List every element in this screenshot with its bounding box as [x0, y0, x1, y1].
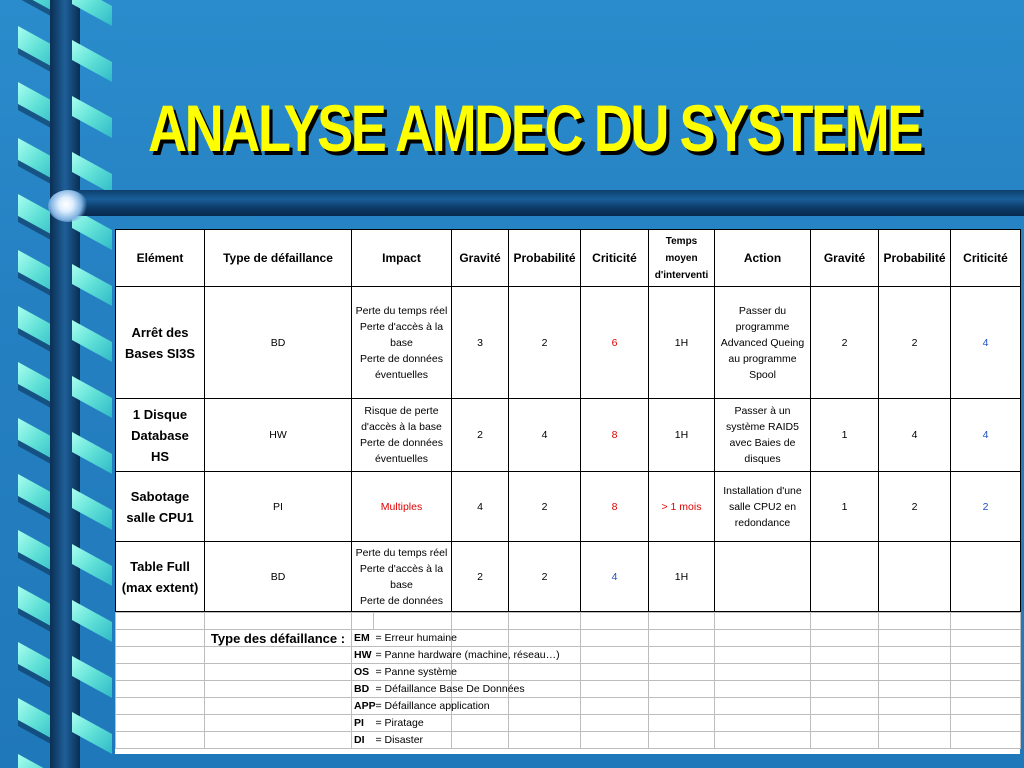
- header-severity-after: Gravité: [811, 230, 879, 287]
- legend-empty-cell: [205, 647, 352, 664]
- legend-empty-cell: [811, 664, 879, 681]
- legend-empty-cell: [811, 698, 879, 715]
- legend-empty-cell: [649, 732, 715, 749]
- legend-empty-cell: [581, 664, 649, 681]
- legend-empty-cell: [879, 630, 951, 647]
- amdec-table: [115, 229, 1021, 612]
- criticality-after-cell: 4: [951, 287, 1021, 399]
- legend-description: = Piratage: [374, 715, 452, 732]
- table-row: [116, 399, 1021, 472]
- legend-empty-cell: [715, 681, 811, 698]
- legend-empty-cell: [116, 732, 205, 749]
- failure-type-cell: BD: [205, 542, 352, 612]
- legend-description: = Disaster: [374, 732, 452, 749]
- legend-empty-cell: [715, 715, 811, 732]
- probability-after-cell: [879, 542, 951, 612]
- legend-empty-cell: [581, 613, 649, 630]
- legend-empty-cell: [715, 698, 811, 715]
- severity-after-cell: 1: [811, 399, 879, 472]
- legend-code: HW: [352, 647, 374, 664]
- header-probability: Probabilité: [509, 230, 581, 287]
- divider-highlight-orb: [48, 190, 88, 222]
- header-probability-after: Probabilité: [879, 230, 951, 287]
- legend-empty-cell: [951, 732, 1021, 749]
- table-row: [116, 472, 1021, 542]
- legend-empty-cell: [951, 647, 1021, 664]
- probability-cell: 2: [509, 472, 581, 542]
- legend-empty-cell: [116, 613, 205, 630]
- legend-empty-cell: [452, 732, 509, 749]
- criticality-cell: 4: [581, 542, 649, 612]
- element-cell: Sabotage salle CPU1: [116, 472, 205, 542]
- legend-empty-cell: [811, 613, 879, 630]
- impact-cell: Perte du temps réel Perte d'accès à la base Perte de données: [352, 542, 452, 612]
- table-header-row: [116, 230, 1021, 287]
- legend-description: = Panne hardware (machine, réseau…): [374, 647, 452, 664]
- header-divider-bar: [60, 190, 1024, 216]
- probability-after-cell: 4: [879, 399, 951, 472]
- element-cell: Arrêt des Bases SI3S: [116, 287, 205, 399]
- legend-empty-cell: [811, 732, 879, 749]
- legend-empty-cell: [581, 715, 649, 732]
- legend-row: [116, 698, 1021, 715]
- legend-empty-cell: [879, 732, 951, 749]
- legend-table: [115, 612, 1021, 749]
- probability-cell: 2: [509, 287, 581, 399]
- legend-empty-cell: [811, 681, 879, 698]
- legend-empty-cell: [116, 698, 205, 715]
- legend-empty-cell: [649, 715, 715, 732]
- legend-row: [116, 647, 1021, 664]
- legend-empty-cell: [581, 698, 649, 715]
- impact-cell: Risque de perte d'accès à la base Perte de données éventuelles: [352, 399, 452, 472]
- legend-empty-cell: [649, 613, 715, 630]
- legend-description: = Défaillance Base De Données: [374, 681, 452, 698]
- impact-cell: Perte du temps réel Perte d'accès à la base Perte de données éventuelles: [352, 287, 452, 399]
- legend-empty-cell: [374, 613, 452, 630]
- legend-empty-cell: [715, 664, 811, 681]
- legend-empty-cell: [649, 681, 715, 698]
- severity-cell: 2: [452, 399, 509, 472]
- legend-empty-cell: [509, 715, 581, 732]
- mean-time-cell: 1H: [649, 287, 715, 399]
- action-cell: Installation d'une salle CPU2 en redondance: [715, 472, 811, 542]
- legend-empty-cell: [649, 664, 715, 681]
- legend-empty-cell: [205, 732, 352, 749]
- legend-empty-cell: [581, 732, 649, 749]
- legend-empty-cell: [715, 647, 811, 664]
- legend-code: APP: [352, 698, 374, 715]
- failure-type-cell: PI: [205, 472, 352, 542]
- header-criticality: Criticité: [581, 230, 649, 287]
- legend-empty-cell: [581, 647, 649, 664]
- legend-description: = Défaillance application: [374, 698, 452, 715]
- legend-empty-cell: [879, 647, 951, 664]
- legend-empty-cell: [452, 630, 509, 647]
- mean-time-cell: > 1 mois: [649, 472, 715, 542]
- legend-empty-cell: [879, 613, 951, 630]
- legend-empty-cell: [715, 732, 811, 749]
- legend-empty-cell: [581, 630, 649, 647]
- severity-after-cell: 2: [811, 287, 879, 399]
- legend-empty-cell: [205, 664, 352, 681]
- legend-empty-cell: [352, 613, 374, 630]
- criticality-after-cell: [951, 542, 1021, 612]
- legend-empty-cell: [879, 681, 951, 698]
- criticality-after-cell: 2: [951, 472, 1021, 542]
- legend-empty-cell: [116, 647, 205, 664]
- legend-empty-cell: [951, 698, 1021, 715]
- legend-row: [116, 732, 1021, 749]
- legend-empty-cell: [879, 715, 951, 732]
- legend-empty-cell: [205, 715, 352, 732]
- legend-empty-cell: [951, 664, 1021, 681]
- header-action: Action: [715, 230, 811, 287]
- criticality-cell: 6: [581, 287, 649, 399]
- legend-empty-cell: [509, 630, 581, 647]
- element-cell: 1 Disque Database HS: [116, 399, 205, 472]
- legend-description: = Panne système: [374, 664, 452, 681]
- legend-empty-cell: [879, 664, 951, 681]
- header-impact: Impact: [352, 230, 452, 287]
- legend-row: [116, 630, 1021, 647]
- legend-title: Type des défaillance :: [205, 630, 352, 647]
- severity-cell: 2: [452, 542, 509, 612]
- header-criticality-after: Criticité: [951, 230, 1021, 287]
- legend-empty-cell: [509, 613, 581, 630]
- legend-empty-cell: [581, 681, 649, 698]
- probability-after-cell: 2: [879, 472, 951, 542]
- element-cell: Table Full (max extent): [116, 542, 205, 612]
- legend-empty-cell: [205, 613, 352, 630]
- legend-empty-cell: [879, 698, 951, 715]
- legend-empty-cell: [811, 630, 879, 647]
- legend-empty-cell: [116, 681, 205, 698]
- legend-row: [116, 715, 1021, 732]
- header-element: Elément: [116, 230, 205, 287]
- failure-type-cell: HW: [205, 399, 352, 472]
- legend-spacer-row: [116, 613, 1021, 630]
- legend-empty-cell: [715, 630, 811, 647]
- action-cell: [715, 542, 811, 612]
- header-severity: Gravité: [452, 230, 509, 287]
- legend-empty-cell: [116, 630, 205, 647]
- legend-empty-cell: [649, 647, 715, 664]
- action-cell: Passer du programme Advanced Queing au programme Spool: [715, 287, 811, 399]
- legend-code: BD: [352, 681, 374, 698]
- probability-cell: 2: [509, 542, 581, 612]
- legend-code: EM: [352, 630, 374, 647]
- legend-code: DI: [352, 732, 374, 749]
- legend-empty-cell: [205, 698, 352, 715]
- legend-code: PI: [352, 715, 374, 732]
- legend-empty-cell: [509, 664, 581, 681]
- impact-cell: Multiples: [352, 472, 452, 542]
- criticality-cell: 8: [581, 472, 649, 542]
- severity-after-cell: 1: [811, 472, 879, 542]
- legend-empty-cell: [811, 647, 879, 664]
- table-row: [116, 542, 1021, 612]
- legend-empty-cell: [452, 664, 509, 681]
- amdec-table-container: [115, 229, 1020, 754]
- severity-after-cell: [811, 542, 879, 612]
- criticality-after-cell: 4: [951, 399, 1021, 472]
- action-cell: Passer à un système RAID5 avec Baies de disques: [715, 399, 811, 472]
- legend-row: [116, 664, 1021, 681]
- legend-empty-cell: [951, 715, 1021, 732]
- legend-empty-cell: [951, 630, 1021, 647]
- legend-row: [116, 681, 1021, 698]
- header-failure-type: Type de défaillance: [205, 230, 352, 287]
- mean-time-cell: 1H: [649, 542, 715, 612]
- spiral-binding: [0, 0, 118, 768]
- legend-empty-cell: [951, 681, 1021, 698]
- probability-cell: 4: [509, 399, 581, 472]
- failure-type-cell: BD: [205, 287, 352, 399]
- severity-cell: 3: [452, 287, 509, 399]
- legend-empty-cell: [811, 715, 879, 732]
- legend-empty-cell: [649, 698, 715, 715]
- legend-empty-cell: [951, 613, 1021, 630]
- probability-after-cell: 2: [879, 287, 951, 399]
- criticality-cell: 8: [581, 399, 649, 472]
- legend-empty-cell: [452, 613, 509, 630]
- legend-empty-cell: [116, 664, 205, 681]
- legend-description: = Erreur humaine: [374, 630, 452, 647]
- legend-empty-cell: [452, 715, 509, 732]
- slide-title: ANALYSE AMDEC DU SYSTEME: [148, 91, 921, 165]
- legend-empty-cell: [116, 715, 205, 732]
- legend-empty-cell: [205, 681, 352, 698]
- mean-time-cell: 1H: [649, 399, 715, 472]
- table-row: [116, 287, 1021, 399]
- header-mean-time: Temps moyen d'interventi: [649, 230, 715, 287]
- legend-empty-cell: [649, 630, 715, 647]
- legend-empty-cell: [715, 613, 811, 630]
- severity-cell: 4: [452, 472, 509, 542]
- legend-code: OS: [352, 664, 374, 681]
- legend-empty-cell: [509, 732, 581, 749]
- legend-empty-cell: [509, 698, 581, 715]
